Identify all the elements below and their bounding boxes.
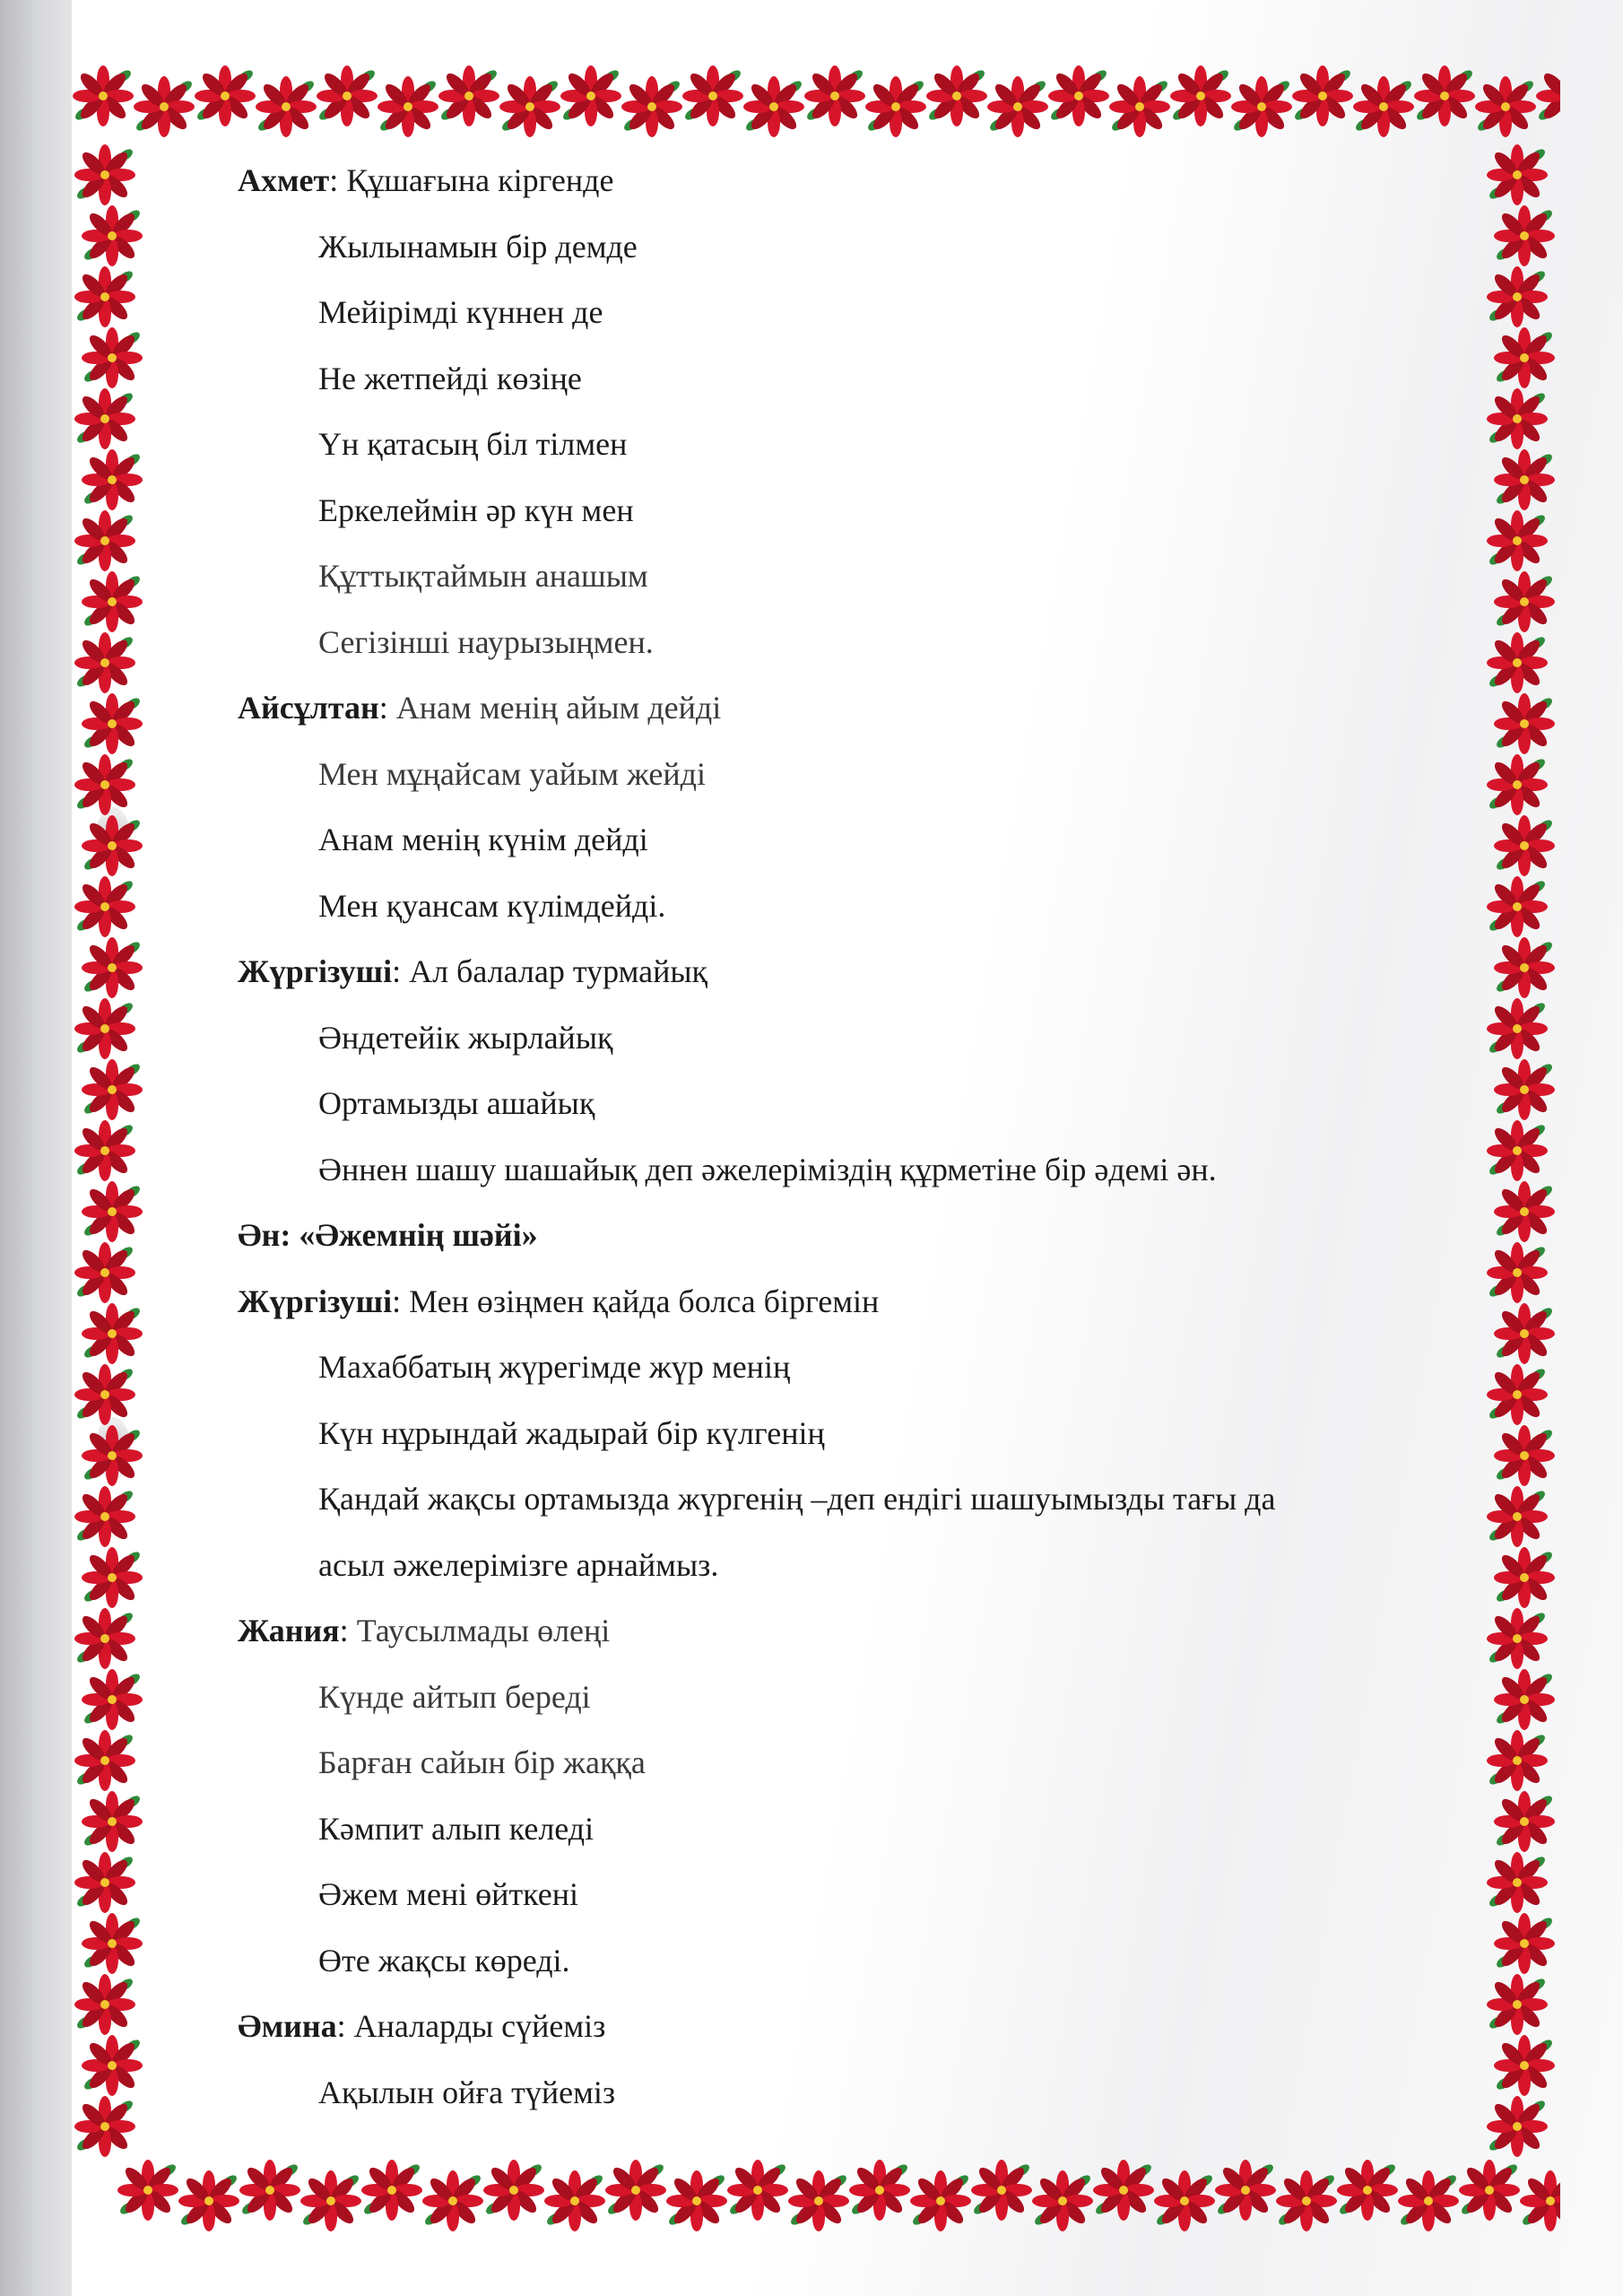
poinsettia-icon xyxy=(438,65,500,127)
poinsettia-icon xyxy=(1275,2170,1338,2232)
speaker-name: Жания xyxy=(238,1613,340,1648)
poinsettia-icon xyxy=(1486,509,1549,572)
song-title: Ән: «Әжемнің шәйі» xyxy=(238,1217,538,1253)
script-line: Кәмпит алып келеді xyxy=(318,1810,595,1847)
poinsettia-icon xyxy=(1352,75,1415,138)
poinsettia-icon xyxy=(421,2170,484,2232)
poinsettia-border-left xyxy=(72,144,145,2157)
poinsettia-icon xyxy=(742,75,805,138)
poinsettia-icon xyxy=(1493,692,1556,755)
poinsettia-icon xyxy=(360,2159,423,2222)
script-line: Барған сайын бір жаққа xyxy=(318,1744,646,1780)
poinsettia-icon xyxy=(1486,1729,1549,1792)
poinsettia-icon xyxy=(1493,1302,1556,1365)
poinsettia-icon xyxy=(1493,2156,1556,2157)
script-line: Әндетейік жырлайық xyxy=(318,1019,613,1056)
speaker-name: Әмина xyxy=(238,2008,337,2044)
poinsettia-icon xyxy=(81,570,143,633)
poinsettia-icon xyxy=(1493,814,1556,877)
poinsettia-icon xyxy=(560,65,622,127)
script-line: Не жетпейді көзіңе xyxy=(318,360,582,396)
poinsettia-icon xyxy=(74,2095,136,2157)
poinsettia-icon xyxy=(74,997,136,1060)
script-line: Әжем мені өйткені xyxy=(318,1876,579,1912)
poinsettia-icon xyxy=(1486,265,1549,328)
line-text: Таусылмады өлеңі xyxy=(356,1613,611,1648)
script-line: Қандай жақсы ортамызда жүргенің –деп ендігі шашуымызды тағы да xyxy=(318,1481,1276,1517)
poinsettia-icon xyxy=(74,631,136,694)
poinsettia-icon xyxy=(81,204,143,267)
poinsettia-icon xyxy=(1336,2159,1399,2222)
poinsettia-icon xyxy=(681,65,744,127)
poinsettia-icon xyxy=(81,814,143,877)
poinsettia-icon xyxy=(1493,570,1556,633)
poinsettia-icon xyxy=(81,448,143,511)
script-line: Жүргізуші: Мен өзіңмен қайда болса біргемін xyxy=(238,1283,880,1319)
poinsettia-icon xyxy=(81,2156,143,2157)
poinsettia-icon xyxy=(1486,1851,1549,1914)
poinsettia-icon xyxy=(1108,75,1171,138)
poinsettia-icon xyxy=(1047,65,1110,127)
poinsettia-icon xyxy=(1486,1363,1549,1426)
poinsettia-icon xyxy=(299,2170,362,2232)
poinsettia-icon xyxy=(74,265,136,328)
poinsettia-icon xyxy=(1493,1546,1556,1609)
poinsettia-icon xyxy=(1493,1424,1556,1487)
poinsettia-icon xyxy=(81,1546,143,1609)
poinsettia-icon xyxy=(1486,753,1549,816)
script-line: Әмина: Аналарды сүйеміз xyxy=(238,2008,606,2044)
poinsettia-icon xyxy=(803,65,866,127)
poinsettia-icon xyxy=(81,1058,143,1121)
poinsettia-icon xyxy=(726,2159,789,2222)
poinsettia-icon xyxy=(499,75,561,138)
script-line: Махаббатың жүрегімде жүр менің xyxy=(318,1349,791,1385)
poinsettia-icon xyxy=(81,936,143,999)
poinsettia-icon xyxy=(194,65,256,127)
poinsettia-icon xyxy=(74,1485,136,1548)
poinsettia-icon xyxy=(74,509,136,572)
poinsettia-icon xyxy=(1486,631,1549,694)
script-line: Күн нұрындай жадырай бір күлгенің xyxy=(318,1414,825,1451)
script-line: Күнде айтып береді xyxy=(318,1678,591,1715)
poinsettia-icon xyxy=(81,1912,143,1975)
poinsettia-icon xyxy=(1031,2170,1094,2232)
poinsettia-icon xyxy=(81,1302,143,1365)
poinsettia-icon xyxy=(482,2159,545,2222)
poinsettia-icon xyxy=(1519,2170,1560,2232)
poinsettia-icon xyxy=(604,2159,667,2222)
poinsettia-icon xyxy=(316,65,378,127)
poinsettia-icon xyxy=(81,1180,143,1243)
poinsettia-icon xyxy=(1493,1790,1556,1853)
poinsettia-icon xyxy=(1493,2034,1556,2097)
script-line: Ахмет: Құшағына кіргенде xyxy=(238,162,614,198)
poinsettia-icon xyxy=(74,1607,136,1670)
script-line: Ортамызды ашайық xyxy=(318,1085,595,1121)
poinsettia-icon xyxy=(1493,448,1556,511)
poinsettia-icon xyxy=(1153,2170,1216,2232)
poinsettia-icon xyxy=(543,2170,606,2232)
poinsettia-icon xyxy=(1486,1241,1549,1304)
poinsettia-icon xyxy=(1486,1119,1549,1182)
poinsettia-icon xyxy=(1535,65,1560,127)
poinsettia-icon xyxy=(1291,65,1354,127)
poinsettia-icon xyxy=(74,875,136,938)
poinsettia-icon xyxy=(239,2159,301,2222)
poinsettia-icon xyxy=(986,75,1049,138)
line-text: Мен өзіңмен қайда болса біргемін xyxy=(409,1283,880,1319)
poinsettia-icon xyxy=(1486,1485,1549,1548)
poinsettia-icon xyxy=(178,2170,240,2232)
poinsettia-icon xyxy=(1493,1912,1556,1975)
poinsettia-icon xyxy=(1214,2159,1277,2222)
line-text: Аналарды сүйеміз xyxy=(353,2008,606,2044)
poinsettia-icon xyxy=(848,2159,911,2222)
poinsettia-icon xyxy=(1169,65,1232,127)
poinsettia-icon xyxy=(1474,75,1537,138)
poinsettia-icon xyxy=(74,753,136,816)
poinsettia-icon xyxy=(1486,997,1549,1060)
script-line: Мен мұңайсам уайым жейді xyxy=(318,755,706,792)
poinsettia-icon xyxy=(81,326,143,389)
poem-script xyxy=(238,152,1488,2130)
poinsettia-icon xyxy=(909,2170,972,2232)
poinsettia-icon xyxy=(665,2170,728,2232)
script-line: Үн қатасың біл тілмен xyxy=(318,426,628,462)
poinsettia-icon xyxy=(1230,75,1293,138)
poinsettia-icon xyxy=(1493,1058,1556,1121)
poinsettia-icon xyxy=(1397,2170,1460,2232)
script-line: Мейірімді күннен де xyxy=(318,294,603,330)
poinsettia-icon xyxy=(74,387,136,450)
poinsettia-icon xyxy=(74,1119,136,1182)
poinsettia-icon xyxy=(1092,2159,1155,2222)
poinsettia-icon xyxy=(81,1424,143,1487)
poinsettia-icon xyxy=(1486,875,1549,938)
poinsettia-icon xyxy=(74,1729,136,1792)
poinsettia-icon xyxy=(925,65,988,127)
line-text: Ал балалар турмайық xyxy=(409,953,708,989)
script-line: Анам менің күнім дейді xyxy=(318,822,648,857)
poinsettia-icon xyxy=(1493,1180,1556,1243)
poinsettia-icon xyxy=(1486,387,1549,450)
speaker-name: Ахмет xyxy=(238,162,330,198)
poinsettia-icon xyxy=(74,1363,136,1426)
script-line: Жүргізуші: Ал балалар турмайық xyxy=(238,953,708,989)
poinsettia-icon xyxy=(74,144,136,206)
script-line: Еркелеймін әр күн мен xyxy=(318,491,634,528)
poinsettia-icon xyxy=(81,2034,143,2097)
poinsettia-icon xyxy=(74,1241,136,1304)
script-line: Әннен шашу шашайық деп әжелеріміздің құрметіне бір әдемі ән. xyxy=(318,1151,1217,1187)
script-line: Жания: Таусылмады өлеңі xyxy=(238,1613,611,1648)
poinsettia-icon xyxy=(1486,1607,1549,1670)
poinsettia-icon xyxy=(1458,2159,1521,2222)
script-line: Өте жақсы көреді. xyxy=(318,1942,570,1979)
poinsettia-icon xyxy=(1493,1668,1556,1731)
line-text: Анам менің айым дейді xyxy=(395,690,722,726)
poinsettia-icon xyxy=(970,2159,1033,2222)
script-line: Құттықтаймын анашым xyxy=(318,558,648,594)
poinsettia-icon xyxy=(1486,2095,1549,2157)
poinsettia-icon xyxy=(74,1973,136,2036)
script-line: Айсұлтан: Анам менің айым дейді xyxy=(238,690,722,726)
speaker-name: Жүргізуші xyxy=(238,953,393,989)
poinsettia-icon xyxy=(1493,326,1556,389)
poinsettia-border-right xyxy=(1484,144,1565,2157)
script-line: Ақылын ойға түйеміз xyxy=(318,2074,616,2110)
poinsettia-icon xyxy=(81,1668,143,1731)
script-line: асыл әжелерімізге арнаймыз. xyxy=(318,1546,719,1583)
poinsettia-icon xyxy=(1493,936,1556,999)
poinsettia-border-bottom xyxy=(117,2157,1560,2233)
script-line: Сегізінші наурызыңмен. xyxy=(318,623,654,660)
poinsettia-icon xyxy=(1486,144,1549,206)
speaker-name: Айсұлтан xyxy=(238,690,379,726)
poinsettia-icon xyxy=(255,75,317,138)
poinsettia-border-top xyxy=(72,63,1560,144)
poinsettia-icon xyxy=(1493,204,1556,267)
poinsettia-icon xyxy=(72,65,135,127)
script-line: Мен қуансам күлімдейді. xyxy=(318,887,666,924)
script-line: Жылынамын бір демде xyxy=(318,228,638,265)
poinsettia-icon xyxy=(117,2159,179,2222)
poinsettia-icon xyxy=(133,75,195,138)
speaker-name: Жүргізуші xyxy=(238,1283,393,1319)
line-text: Құшағына кіргенде xyxy=(346,162,614,198)
poinsettia-icon xyxy=(377,75,439,138)
poinsettia-icon xyxy=(1486,1973,1549,2036)
poinsettia-icon xyxy=(81,692,143,755)
poinsettia-icon xyxy=(81,1790,143,1853)
poinsettia-icon xyxy=(787,2170,850,2232)
poinsettia-icon xyxy=(1413,65,1476,127)
poinsettia-icon xyxy=(864,75,927,138)
poinsettia-icon xyxy=(74,1851,136,1914)
poinsettia-icon xyxy=(621,75,683,138)
